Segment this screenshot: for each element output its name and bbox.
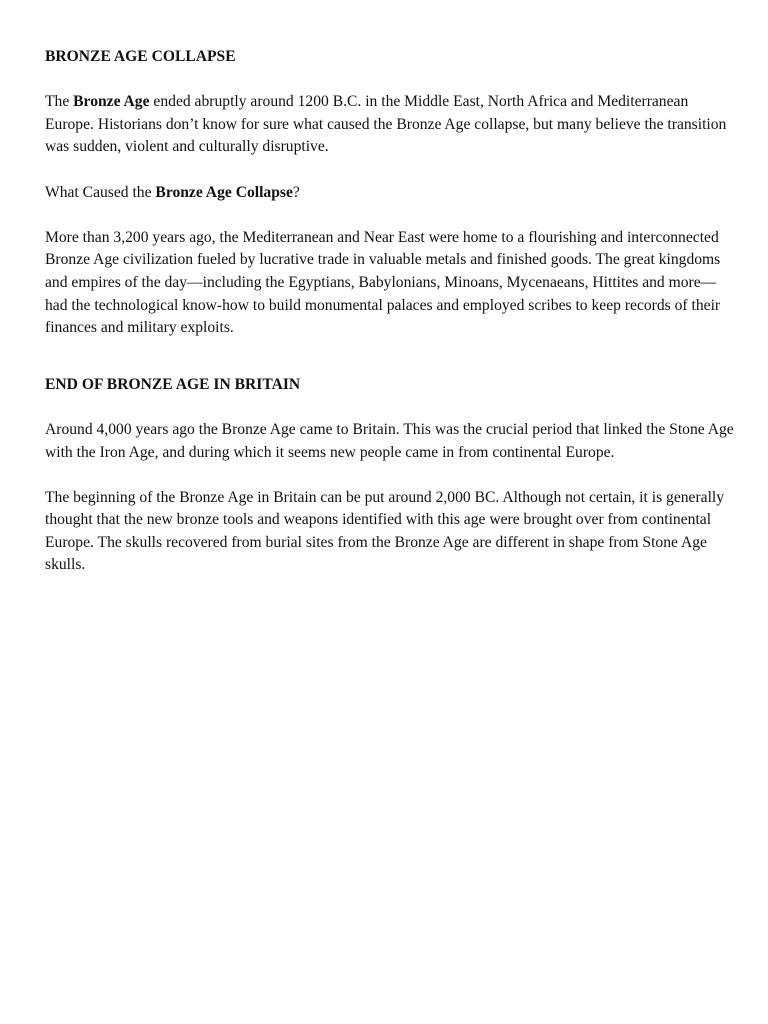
intro-lead: The	[45, 93, 74, 111]
britain-paragraph-2: The beginning of the Bronze Age in Britain can be put around 2,000 BC. Although not certain, it is generally thought that the new bronze tools and weapons identified with this age were brought over from continental Europe. The skulls recovered from burial sites from the Bronze Age are different in shape from Stone Age skulls.	[45, 488, 725, 574]
question-bold-term: Bronze Age Collapse	[155, 183, 293, 201]
question-line	[45, 182, 735, 205]
question-lead: What Caused the	[45, 183, 156, 201]
intro-rest: ended abruptly around 1200 B.C. in the Middle East, North Africa and Mediterranean Europe. Historians don’t know for sure what caused the Bronze Age collapse, but many believe the transition was sudden, violent and culturally disruptive.	[45, 93, 727, 156]
britain-paragraph-1: Around 4,000 years ago the Bronze Age came to Britain. This was the crucial period that linked the Stone Age with the Iron Age, and during which it seems new people came in from continental Europe.	[45, 420, 734, 461]
civilization-paragraph: More than 3,200 years ago, the Mediterranean and Near East were home to a flourishing and interconnected Bronze Age civilization fueled by lucrative trade in valuable metals and finished goods. The great kingdoms and empires of the day—including the Egyptians, Babylonians, Minoans, Mycenaeans, Hittites and more—had the technological know-how to build monumental palaces and employed scribes to keep records of their finances and military exploits.	[45, 228, 721, 337]
intro-paragraph	[45, 91, 735, 159]
intro-bold-term: Bronze Age	[73, 93, 150, 111]
section-heading-end-of-bronze-age-in-britain: END OF BRONZE AGE IN BRITAIN	[45, 375, 301, 393]
question-rest: ?	[292, 183, 300, 201]
section-heading-bronze-age-collapse: BRONZE AGE COLLAPSE	[45, 48, 236, 65]
document-page	[45, 46, 735, 577]
